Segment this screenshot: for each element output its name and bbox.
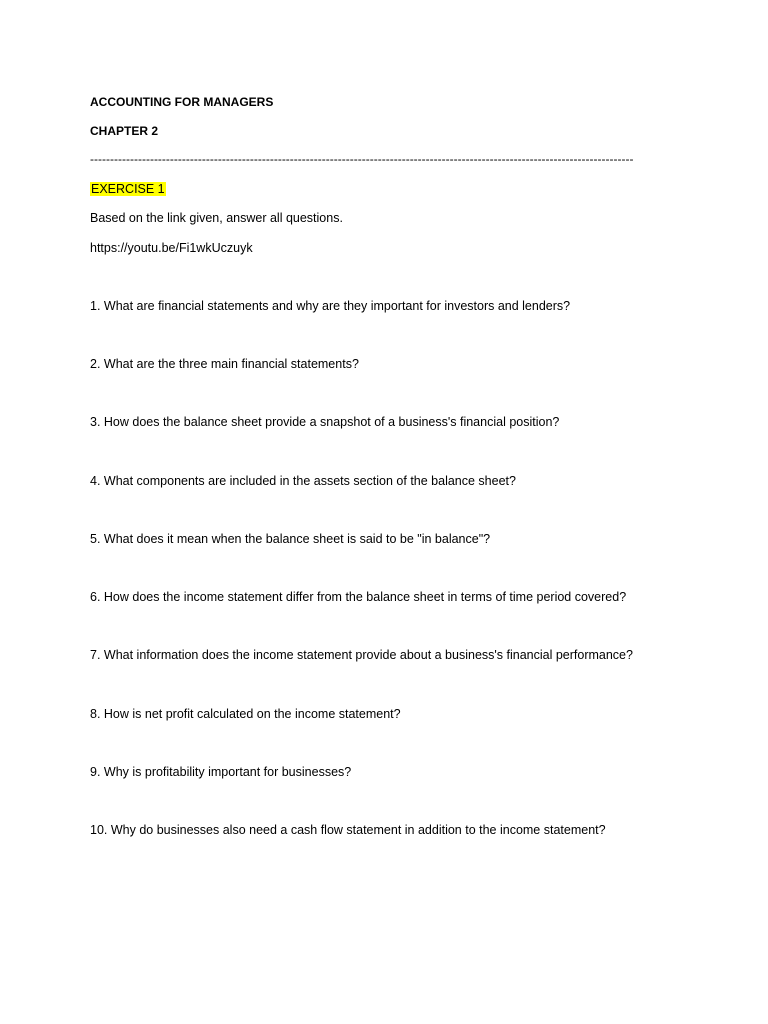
question-4: 4. What components are included in the assets section of the balance sheet?: [90, 474, 516, 488]
question-1: 1. What are financial statements and why are they important for investors and lenders?: [90, 299, 571, 313]
chapter-heading: CHAPTER 2: [90, 124, 159, 138]
divider-line: ----------------------------------------------------------------------------------------------------------------------------------------: [90, 152, 634, 166]
question-10: 10. Why do businesses also need a cash flow statement in addition to the income statement?: [90, 823, 606, 837]
exercise-label: EXERCISE 1: [91, 182, 165, 196]
exercise-label-wrapper: [90, 181, 166, 197]
course-title: ACCOUNTING FOR MANAGERS: [90, 95, 274, 109]
question-3: 3. How does the balance sheet provide a snapshot of a business's financial position?: [90, 415, 560, 429]
question-9: 9. Why is profitability important for businesses?: [90, 765, 352, 779]
question-8: 8. How is net profit calculated on the income statement?: [90, 707, 401, 721]
video-link[interactable]: https://youtu.be/Fi1wkUczuyk: [90, 241, 253, 255]
question-5: 5. What does it mean when the balance sheet is said to be "in balance"?: [90, 532, 491, 546]
exercise-instruction: Based on the link given, answer all questions.: [90, 211, 343, 225]
question-6: 6. How does the income statement differ from the balance sheet in terms of time period covered?: [90, 590, 627, 604]
question-2: 2. What are the three main financial statements?: [90, 357, 359, 371]
question-7: 7. What information does the income statement provide about a business's financial performance?: [90, 648, 633, 662]
